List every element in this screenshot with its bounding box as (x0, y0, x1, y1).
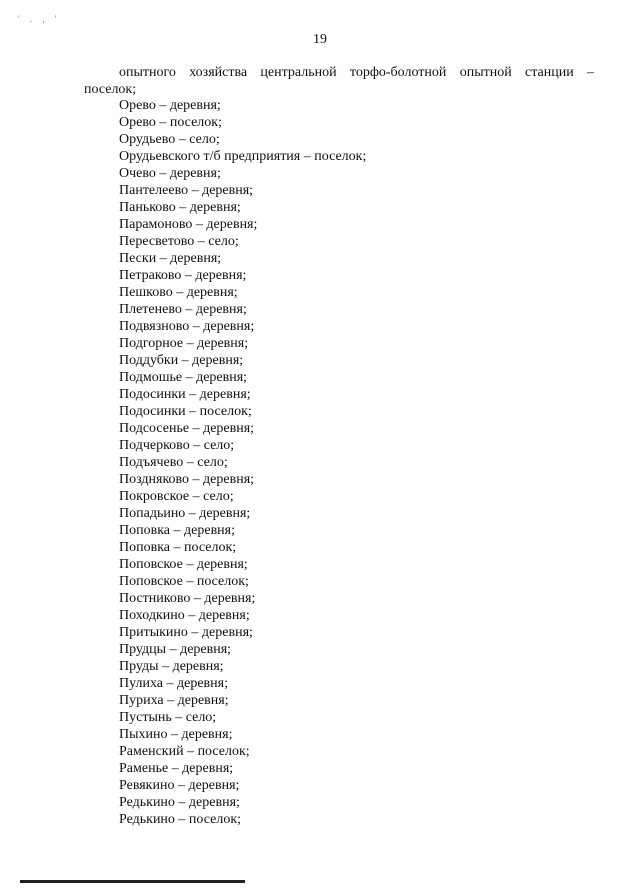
page-number: 19 (313, 32, 327, 47)
list-item: Пересветово – село; (119, 234, 239, 249)
list-item: Ревякино – деревня; (119, 778, 240, 793)
list-item: Орево – поселок; (119, 115, 222, 130)
list-item: Орево – деревня; (119, 98, 221, 113)
list-item: Подсосенье – деревня; (119, 421, 255, 436)
list-item: Поповское – деревня; (119, 557, 248, 572)
list-item: Пруды – деревня; (119, 659, 224, 674)
list-item: Прудцы – деревня; (119, 642, 232, 657)
list-item: Поздняково – деревня; (119, 472, 255, 487)
list-item: Пулиха – деревня; (119, 676, 228, 691)
intro-line-2: поселок; (84, 82, 137, 97)
list-item: Пески – деревня; (119, 251, 222, 266)
list-item: Раменский – поселок; (119, 744, 250, 759)
list-item: Редькино – поселок; (119, 812, 242, 827)
list-item: Раменье – деревня; (119, 761, 234, 776)
list-item: Паньково – деревня; (119, 200, 241, 215)
list-item: Подмошье – деревня; (119, 370, 248, 385)
list-item: Походкино – деревня; (119, 608, 250, 623)
list-item: Пантелеево – деревня; (119, 183, 254, 198)
footer-rule (20, 880, 245, 883)
list-item: Подосинки – деревня; (119, 387, 251, 402)
list-item: Орудьевского т/б предприятия – поселок; (119, 149, 367, 164)
list-item: Покровское – село; (119, 489, 234, 504)
list-item: Поддубки – деревня; (119, 353, 244, 368)
list-item: Постниково – деревня; (119, 591, 256, 606)
list-item: Подвязново – деревня; (119, 319, 255, 334)
list-item: Подгорное – деревня; (119, 336, 249, 351)
list-item: Очево – деревня; (119, 166, 221, 181)
scan-artifact: ' . , ' (18, 14, 61, 24)
list-item: Парамоново – деревня; (119, 217, 258, 232)
list-item: Пустынь – село; (119, 710, 217, 725)
list-item: Поповское – поселок; (119, 574, 249, 589)
list-item: Попадьино – деревня; (119, 506, 251, 521)
list-item: Редькино – деревня; (119, 795, 240, 810)
list-item: Подосинки – поселок; (119, 404, 252, 419)
list-item: Поповка – деревня; (119, 523, 235, 538)
list-item: Пуриха – деревня; (119, 693, 229, 708)
list-item: Притыкино – деревня; (119, 625, 253, 640)
intro-paragraph (84, 64, 594, 98)
list-item: Петраково – деревня; (119, 268, 247, 283)
list-item: Пешково – деревня; (119, 285, 238, 300)
list-item: Подъячево – село; (119, 455, 228, 470)
intro-line-1: опытного хозяйства центральной торфо-болотной опытной станции – (119, 65, 594, 80)
settlement-list (119, 97, 366, 828)
list-item: Поповка – поселок; (119, 540, 237, 555)
list-item: Плетенево – деревня; (119, 302, 247, 317)
list-item: Орудьево – село; (119, 132, 220, 147)
list-item: Подчерково – село; (119, 438, 235, 453)
list-item: Пыхино – деревня; (119, 727, 233, 742)
